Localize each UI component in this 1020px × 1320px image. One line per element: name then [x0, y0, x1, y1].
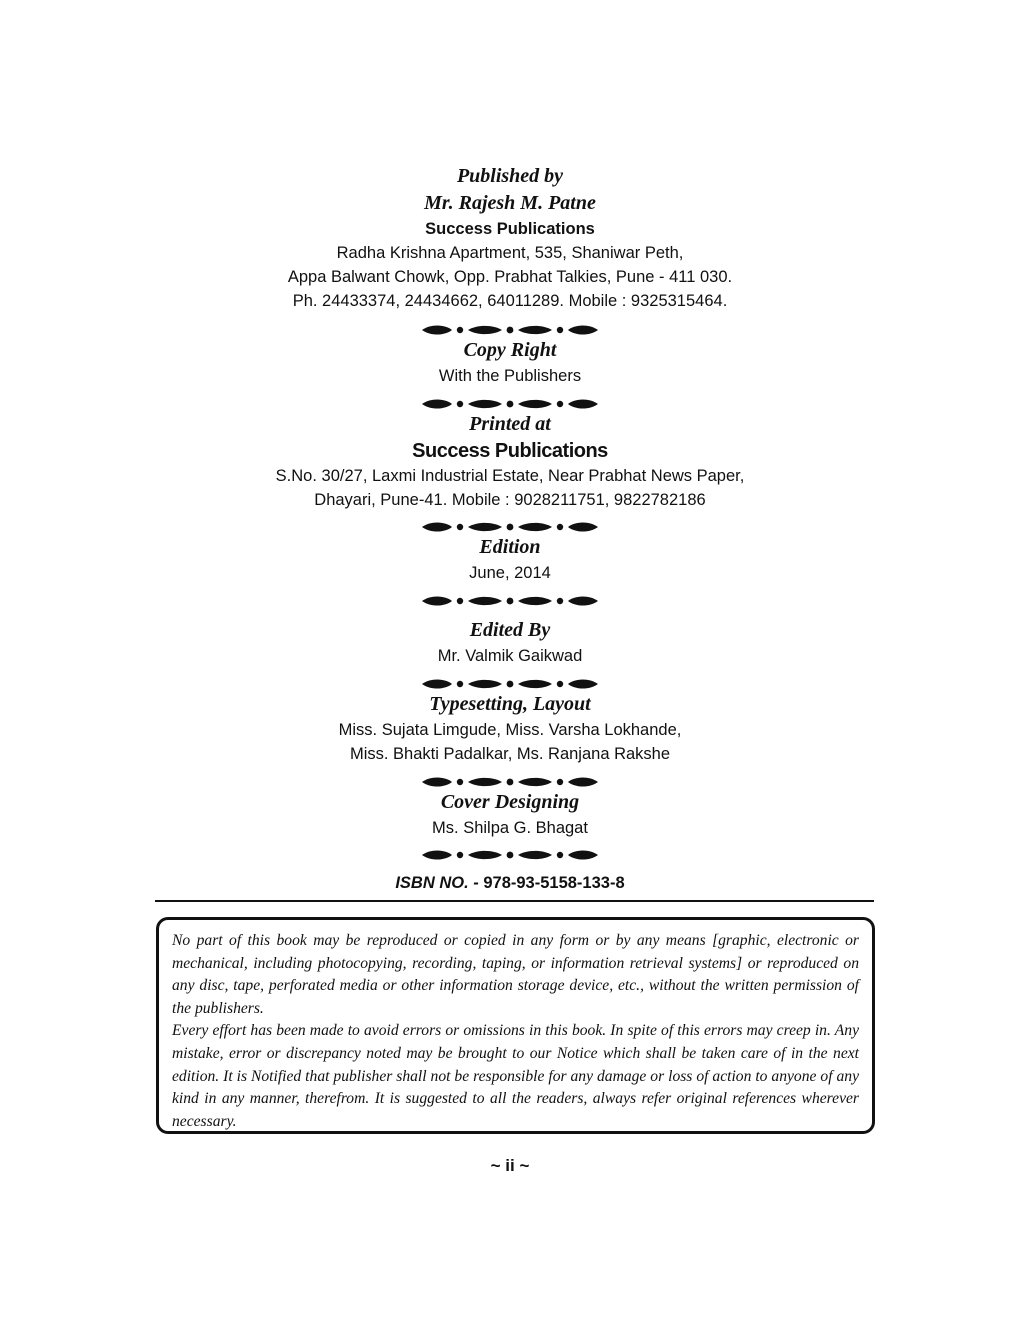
publisher-name: Mr. Rajesh M. Patne	[424, 192, 596, 214]
copyright-notice-box	[156, 917, 875, 1134]
isbn-label: ISBN NO. -	[395, 874, 479, 892]
printed-heading: Printed at	[469, 413, 551, 435]
ornament-divider-icon	[420, 774, 600, 790]
printed-section	[0, 411, 1020, 512]
copyright-section	[0, 337, 1020, 388]
typesetting-line2: Miss. Bhakti Padalkar, Ms. Ranjana Rakshe	[349, 745, 671, 763]
ornament-divider	[0, 676, 1020, 692]
page-number: ~ ii ~	[490, 1156, 530, 1175]
publisher-phone-line: Ph. 24433374, 24434662, 64011289. Mobile : 9325315464.	[292, 292, 728, 310]
isbn-number: 978-93-5158-133-8	[483, 874, 625, 892]
copyright-heading: Copy Right	[463, 339, 557, 361]
ornament-divider	[0, 847, 1020, 863]
ornament-divider	[0, 322, 1020, 338]
published-heading: Published by	[456, 165, 564, 187]
cover-heading: Cover Designing	[440, 791, 580, 813]
ornament-divider	[0, 774, 1020, 790]
isbn-line	[0, 874, 1020, 893]
ornament-divider-icon	[420, 847, 600, 863]
typesetting-line1: Miss. Sujata Limgude, Miss. Varsha Lokhande,	[338, 721, 682, 739]
ornament-divider-icon	[420, 593, 600, 609]
notice-paragraph-1: No part of this book may be reproduced or copied in any form or by any means [graphic, electronic or mechanical, including photocopying, recording, taping, or information retrieval systems] or reproduced on any disc, tape, perforated media or other information storage device, etc., without the written permission of the publishers.	[172, 932, 859, 1017]
horizontal-rule	[155, 900, 874, 902]
ornament-divider-icon	[420, 519, 600, 535]
printer-address-line1: S.No. 30/27, Laxmi Industrial Estate, Near Prabhat News Paper,	[275, 467, 745, 485]
published-section	[0, 163, 1020, 313]
ornament-divider-icon	[420, 396, 600, 412]
edited-section	[0, 617, 1020, 668]
edition-section	[0, 534, 1020, 585]
publisher-address-line2: Appa Balwant Chowk, Opp. Prabhat Talkies, Pune - 411 030.	[287, 268, 733, 286]
ornament-divider	[0, 593, 1020, 609]
ornament-divider	[0, 396, 1020, 412]
cover-section	[0, 789, 1020, 840]
edition-text: June, 2014	[469, 564, 551, 582]
edition-heading: Edition	[479, 536, 541, 558]
printer-company: Success Publications	[412, 440, 608, 462]
notice-paragraph-2: Every effort has been made to avoid errors or omissions in this book. In spite of this errors may creep in. Any mistake, error or discrepancy noted may be brought to our Notice which shall be taken care of in the next edition. It is Notified that publisher shall not be responsible for any damage or loss of action to anyone of any kind in any manner, therefrom. It is suggested to all the readers, always refer original references wherever necessary.	[172, 1022, 859, 1130]
ornament-divider-icon	[420, 676, 600, 692]
cover-text: Ms. Shilpa G. Bhagat	[432, 819, 588, 837]
edited-text: Mr. Valmik Gaikwad	[437, 647, 583, 665]
ornament-divider-icon	[420, 322, 600, 338]
ornament-divider	[0, 519, 1020, 535]
edited-heading: Edited By	[469, 619, 551, 641]
printer-address-line2: Dhayari, Pune-41. Mobile : 9028211751, 9822782186	[314, 491, 706, 509]
typesetting-heading: Typesetting, Layout	[429, 693, 591, 715]
typesetting-section	[0, 691, 1020, 766]
publisher-company: Success Publications	[425, 220, 595, 238]
copyright-text: With the Publishers	[438, 367, 582, 385]
publisher-address-line1: Radha Krishna Apartment, 535, Shaniwar Peth,	[336, 244, 684, 262]
